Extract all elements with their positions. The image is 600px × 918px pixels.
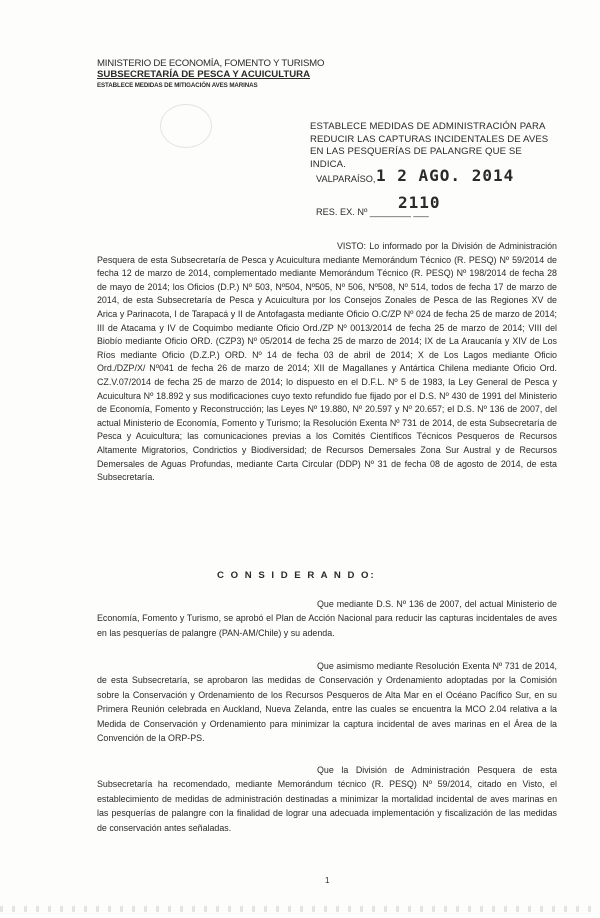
ministry-name: MINISTERIO DE ECONOMÍA, FOMENTO Y TURISMO <box>97 58 325 69</box>
faded-stamp <box>160 104 212 148</box>
considerando-3 <box>97 754 557 844</box>
res-underline: ________ ___ <box>369 207 429 217</box>
considerando-2 <box>97 650 557 755</box>
subsecretaria-name: SUBSECRETARÍA DE PESCA Y ACUICULTURA <box>97 69 311 80</box>
visto-paragraph: VISTO: Lo informado por la División de Administración Pesquera de esta Subsecretaría de Pesca y Acuicultura mediante Memorándum Técnico (R. PESQ) Nº 59/2014 de fecha 12 de marzo de 2014, complementado mediante Memorándum Técnico (R. PESQ) Nº 198/2014 de fecha 28 de mayo de 2014; los Oficios (D.P.) Nº 503, Nº504, Nº505, Nº 506, Nº508, Nº 514, todos de fecha 17 de marzo de 2014, de esta Subsecretaría de Pesca y Acuicultura por los Consejos Zonales de Pesca de las Regiones XV de Arica y Parinacota, I de Tarapacá y II de Antofagasta mediante Oficio O.C/ZP Nº 024 de fecha 25 de marzo de 2014; III de Atacama y IV de Coquimbo mediante Oficio Ord./ZP Nº 0013/2014 de fecha 25 de marzo de 2014; VIII del Biobío mediante Oficio ORD. (CZP3) Nº 05/2014 de fecha 25 de marzo de 2014; IX de La Araucanía y XIV de Los Ríos mediante Oficio (D.Z.P.) ORD. Nº 14 de fecha 03 de abril de 2014; X de Los Lagos mediante Oficio Ord./DZP/X/ Nº041 de fecha 26 de marzo de 2014; XII de Magallanes y Antártica Chilena mediante Oficio Ord. CZ.V.07/2014 de fecha 25 de marzo de 2014; lo dispuesto en el D.F.L. Nº 5 de 1983, la Ley General de Pesca y Acuicultura Nº 18.892 y sus modificaciones cuyo texto refundido fue fijado por el D.S. Nº 430 de 1991 del Ministerio de Economía, Fomento y Reconstrucción; las Leyes Nº 19.880, Nº 20.597 y Nº 20.657; el D.S. Nº 136 de 2007, del actual Ministerio de Economía, Fomento y Turismo; la Resolución Exenta Nº 731 de 2014, de esta Subsecretaría de Pesca y Acuicultura; las comunicaciones previas a los Comités Científicos Técnicos Pesqueros de Recursos Altamente Migratorios, Condrictios y Biodiversidad; de Recursos Demersales Zona Sur Austral y de Recursos Demersales de Aguas Profundas, mediante Carta Circular (DDP) Nº 31 de fecha 08 de agosto de 2014, de esta Subsecretaría. <box>97 241 557 483</box>
page-number: 1 <box>325 876 330 885</box>
place-label: VALPARAÍSO, <box>316 174 376 184</box>
considerando-3-text: Que la División de Administración Pesquera de esta Subsecretaría ha recomendado, mediante Memorándum técnico (R. PESQ) Nº 59/2014, citado en Visto, el establecimiento de medidas de administración destinadas a minimizar la mortalidad incidental de aves marinas en las pesquerías de palangre con la finalidad de lograr una adecuada implementación y fiscalización de las medidas de conservación antes señaladas. <box>97 764 557 833</box>
date-stamp: 1 2 AGO. 2014 <box>376 166 515 185</box>
visto-section <box>97 240 557 485</box>
resolution-title: ESTABLECE MEDIDAS DE ADMINISTRACIÓN PARA REDUCIR LAS CAPTURAS INCIDENTALES DE AVES EN LAS PESQUERÍAS DE PALANGRE QUE SE INDICA. <box>310 121 549 170</box>
resolution-number: 2110 <box>398 193 441 212</box>
letterhead <box>97 58 357 90</box>
considerando-1 <box>97 588 557 649</box>
considerando-2-text: Que asimismo mediante Resolución Exenta Nº 731 de 2014, de esta Subsecretaría, se aprobaron las medidas de Conservación y Ordenamiento adoptadas por la Comisión sobre la Conservación y Ordenamiento de los Recursos Pesqueros de Alta Mar en el Océano Pacífico Sur, en su Primera Reunión celebrada en Auckland, Nueva Zelanda, entre las cuales se encuentra la MCO 2.04 relativa a la Medida de Conservación y Ordenamiento para minimizar la captura incidental de aves marinas en el Área de la Convención de la ORP-PS. <box>97 660 557 744</box>
considerando-heading: C O N S I D E R A N D O: <box>217 570 376 581</box>
scan-edge <box>0 906 600 912</box>
considerando-1-text: Que mediante D.S. Nº 136 de 2007, del actual Ministerio de Economía, Fomento y Turismo, se aprobó el Plan de Acción Nacional para reducir las capturas incidentales de aves en las pesquerías de palangre (PAN-AM/Chile) y su adenda. <box>97 598 557 638</box>
letterhead-subtitle: ESTABLECE MEDIDAS DE MITIGACIÓN AVES MARINAS <box>97 82 258 89</box>
res-label-text: RES. EX. Nº <box>316 207 368 217</box>
